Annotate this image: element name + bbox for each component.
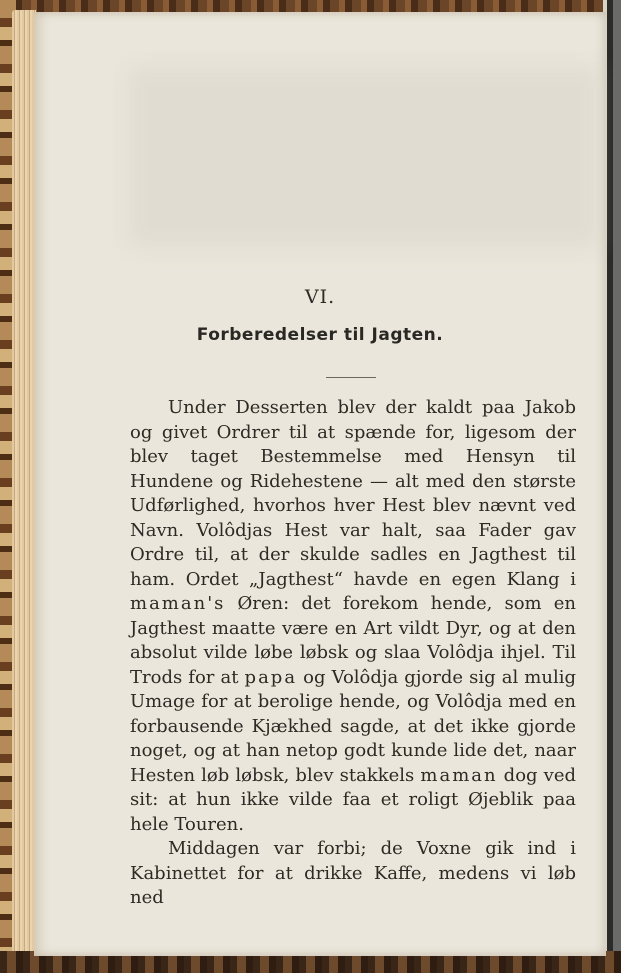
spaced-word-papa: papa	[244, 666, 298, 688]
spaced-word-maman-2: maman	[420, 764, 498, 786]
paragraph-1-part-3: og Volôdja gjorde sig al mulig Umage for at berolige hende, og Volôdja med en forbausende Kjækhed sagde, at det ikke gjorde noget, og at han netop godt kunde lide det, naar Hesten løb løbsk, blev stakkels	[130, 666, 576, 786]
chapter-number: VI.	[304, 286, 336, 308]
show-through-text	[129, 67, 599, 247]
chapter-title: Forberedelser til Jagten.	[196, 325, 444, 345]
page-stack-edge	[12, 10, 36, 960]
paragraph-1-part-2: Øren: det forekom hende, som en Jagthest maatte være en Art vildt Dyr, og at den absolut vilde løbe løbsk og slaa Volôdja ihjel. Til Trods for at	[130, 593, 576, 688]
spaced-word-maman: maman's	[130, 593, 226, 614]
title-divider	[326, 377, 376, 378]
book-page	[34, 12, 606, 956]
paragraph-1-part-1: Under Desserten blev der kaldt paa Jakob og givet Ordrer til at spænde for, ligesom der blev taget Bestemmelse med Hensyn til Hundene og Ridehestene — alt med den største Udførlighed, hvorhos hver Hest blev nævnt ved Navn. Volôdjas Hest var halt, saa Fader gav Ordre til, at der skulde sadles en Jagthest til ham. Ordet „Jagthest“ havde en egen Klang i	[130, 397, 576, 590]
paragraph-2: Middagen var forbi; de Voxne gik ind i Kabinettet for at drikke Kaffe, medens vi løb ned	[130, 838, 576, 908]
paragraph-1-part-4: dog ved sit: at hun ikke vilde faa et roligt Øjeblik paa hele Touren.	[130, 764, 576, 835]
body-text	[130, 396, 576, 911]
paragraph-1	[130, 396, 576, 837]
